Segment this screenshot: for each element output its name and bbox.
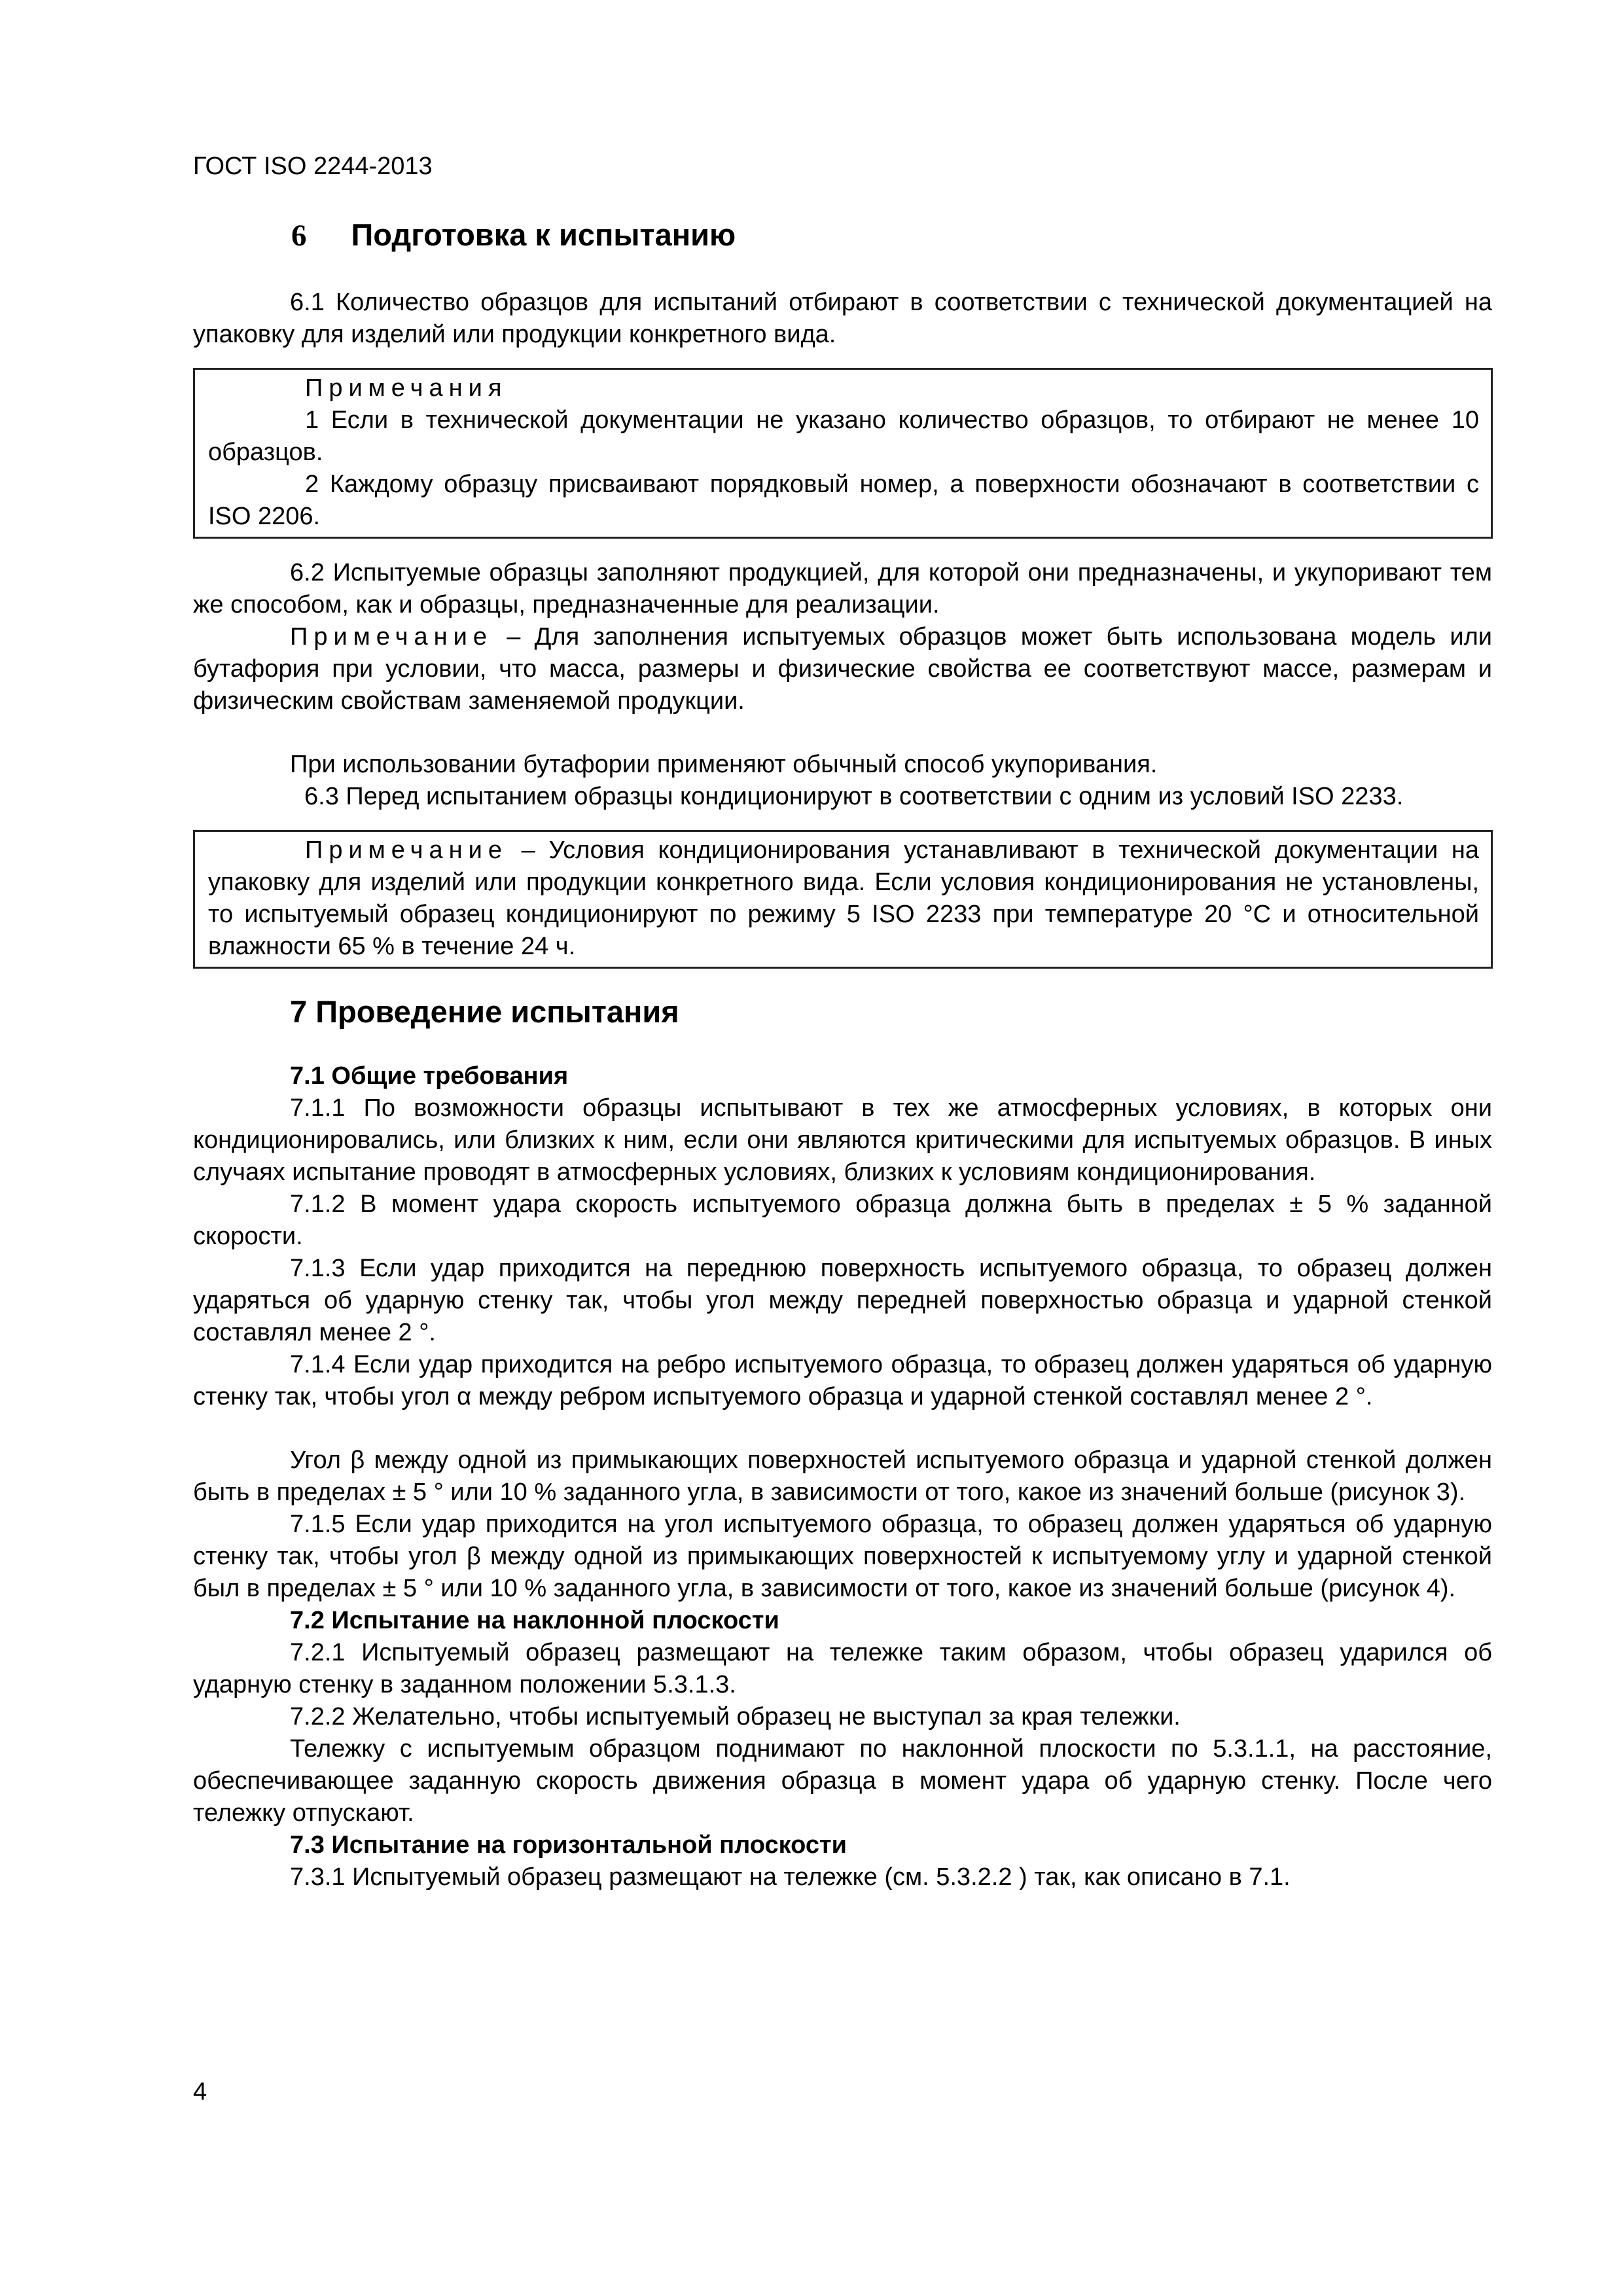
subsection-7-3-title: 7.3 Испытание на горизонтальной плоскости [290,1831,847,1859]
paragraph-angle-beta: Угол β между одной из примыкающих поверхностей испытуемого образца и ударной стенкой должен быть в пределах ± 5 ° или 10 % заданного угла, в зависимости от того, какое из значений больше (рисунок 3). [193,1446,1492,1506]
note-6-2-label: Примечание [290,623,493,651]
section-6-title: Подготовка к испытанию [351,217,736,252]
paragraph-telezhka: Тележку с испытуемым образцом поднимают по наклонной плоскости по 5.3.1.1, на расстояние, обеспечивающее заданную скорость движения образца в момент удара об ударную стенку. После чего тележку отпускают. [193,1735,1492,1827]
paragraph-6-1: 6.1 Количество образцов для испытаний отбирают в соответствии с технической документацией на упаковку для изделий или продукции конкретного вида. [193,289,1492,348]
note-item-1: 1 Если в технической документации не указано количество образцов, то отбирают не менее 10 образцов. [208,406,1479,466]
note-item-2: 2 Каждому образцу присваивают порядковый номер, а поверхности обозначают в соответствии с ISO 2206. [208,471,1479,530]
paragraph-7-1-3: 7.1.3 Если удар приходится на переднюю поверхность испытуемого образца, то образец должен ударяться об ударную стенку так, чтобы угол между передней поверхностью образца и ударной стенкой составлял менее 2 °. [193,1255,1492,1346]
paragraph-7-1-2: 7.1.2 В момент удара скорость испытуемого образца должна быть в пределах ± 5 % заданной скорости. [193,1191,1492,1250]
paragraph-7-3-1: 7.3.1 Испытуемый образец размещают на тележке (см. 5.3.2.2 ) так, как описано в 7.1. [290,1863,1291,1891]
paragraph-7-2-2: 7.2.2 Желательно, чтобы испытуемый образец не выступал за края тележки. [290,1703,1181,1731]
document-header: ГОСТ ISO 2244-2013 [193,152,433,180]
section-6-number: 6 [291,219,307,253]
note-box-6-1 [193,368,1493,539]
subsection-7-1-title: 7.1 Общие требования [290,1062,569,1090]
paragraph-6-2: 6.2 Испытуемые образцы заполняют продукцией, для которой они предназначены, и укупоривают тем же способом, как и образцы, предназначенные для реализации. [193,559,1492,619]
paragraph-7-1-5: 7.1.5 Если удар приходится на угол испытуемого образца, то образец должен ударяться об ударную стенку так, чтобы угол β между одной из примыкающих поверхностей к испытуемому углу и ударной стенкой был в пределах ± 5 ° или 10 % заданного угла, в зависимости от того, какое из значений больше (рисунок 4). [193,1511,1492,1602]
document-page [193,151,1492,1893]
note-box-heading: Примечания [305,374,508,402]
paragraph-butaforia: При использовании бутафории применяют обычный способ укупоривания. [290,751,1158,778]
paragraph-7-1-1: 7.1.1 По возможности образцы испытывают в тех же атмосферных условиях, в которых они кондиционировались, или близких к ним, если они являются критическими для испытуемых образцов. В иных случаях испытание проводят в атмосферных условиях, близких к условиям кондиционирования. [193,1094,1492,1186]
note-box-6-3-body: – Условия кондиционирования устанавливают в технической документации на упаковку для изделий или продукции конкретного вида. Если условия кондиционирования не установлены, то испытуемый образец кондиционируют по режиму 5 ISO 2233 при температуре 20 °С и относительной влажности 65 % в течение 24 ч. [208,836,1479,960]
note-box-6-3 [193,830,1493,969]
paragraph-7-2-1: 7.2.1 Испытуемый образец размещают на тележке таким образом, чтобы образец ударился об ударную стенку в заданном положении 5.3.1.3. [193,1639,1492,1698]
note-box-6-3-text [208,834,1479,963]
section-7-heading: 7 Проведение испытания [290,994,679,1029]
page-number: 4 [193,2078,207,2106]
note-6-2 [193,621,1492,717]
subsection-7-2-title: 7.2 Испытание на наклонной плоскости [290,1607,779,1634]
paragraph-7-1-4: 7.1.4 Если удар приходится на ребро испытуемого образца, то образец должен ударяться об ударную стенку так, чтобы угол α между ребром испытуемого образца и ударной стенкой составлял менее 2 °. [193,1351,1492,1410]
note-box-6-3-label: Примечание [305,836,508,864]
note-6-2-text: – Для заполнения испытуемых образцов может быть использована модель или бутафория при условии, что масса, размеры и физические свойства ее соответствуют массе, размерам и физическим свойствам заменяемой продукции. [193,623,1492,715]
paragraph-6-3: 6.3 Перед испытанием образцы кондиционируют в соответствии с одним из условий ISO 2233. [304,783,1404,810]
section-6-heading [291,215,1492,255]
